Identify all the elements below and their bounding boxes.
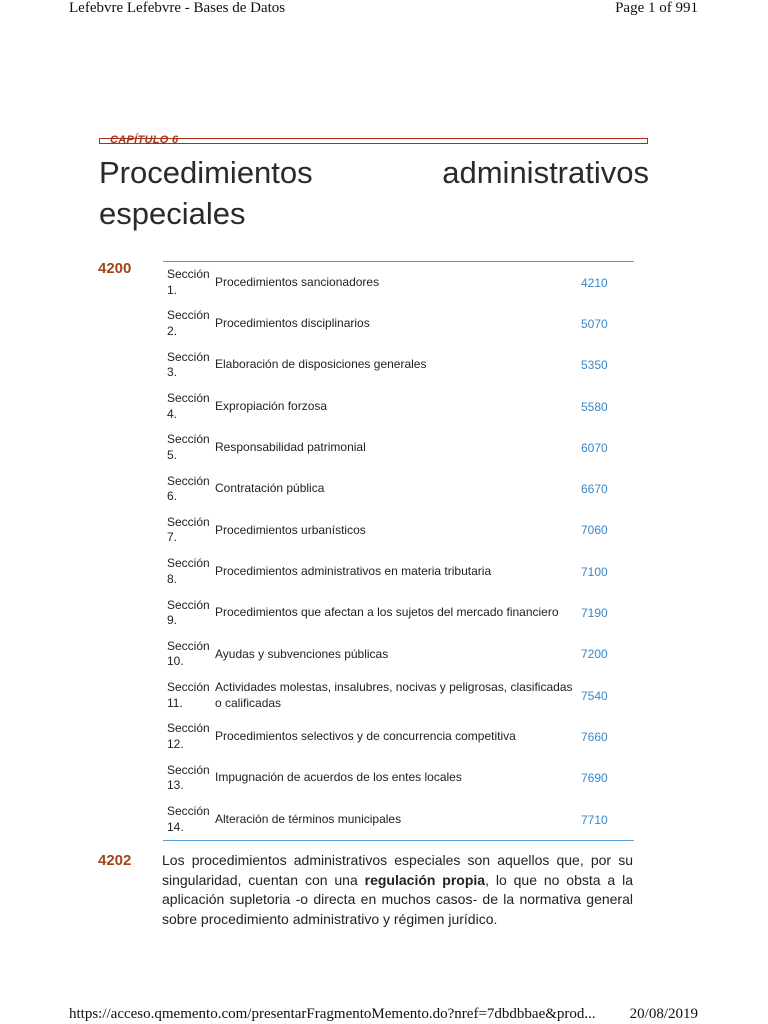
paragraph-number: 4202 [98,852,132,869]
toc-row[interactable] [163,303,634,344]
toc-row[interactable] [163,799,634,840]
table-of-contents [163,261,634,841]
toc-row[interactable] [163,345,634,386]
toc-section-label: Sección 8. [167,556,210,586]
toc-section-title: Procedimientos administrativos en materia tributaria [215,563,492,578]
toc-section-label: Sección 9. [167,597,210,628]
toc-section-title: Procedimientos urbanísticos [215,522,366,537]
toc-row[interactable] [163,468,634,509]
chapter-title-word2: administrativos [442,155,649,190]
toc-row[interactable] [163,758,634,799]
toc-row[interactable] [163,262,634,303]
toc-section-title: Contratación pública [215,481,325,496]
paragraph-body [162,851,633,929]
footer-date: 20/08/2019 [629,1006,698,1022]
toc-reference-link[interactable]: 7190 [581,606,608,621]
toc-reference-link[interactable]: 5580 [581,399,608,414]
chapter-title-line2: especiales [99,196,246,231]
toc-section-label: Sección 13. [167,762,210,793]
header-page-number: Page 1 of 991 [615,0,698,16]
toc-section-title: Procedimientos selectivos y de concurrencia competitiva [215,729,516,744]
toc-section-label: Sección 6. [167,473,210,504]
toc-reference-link[interactable]: 6070 [581,440,608,455]
toc-section-label: Sección 11. [167,680,210,710]
toc-section-label: Sección 7. [167,514,210,545]
toc-reference-link[interactable]: 7710 [581,812,608,827]
toc-row[interactable] [163,675,634,716]
toc-section-title: Expropiación forzosa [215,398,328,413]
paragraph-text-bold: regulación propia [364,871,486,888]
toc-reference-link[interactable]: 7060 [581,523,608,538]
toc-section-title: Alteración de términos municipales [215,811,402,826]
toc-reference-link[interactable]: 6670 [581,482,608,497]
toc-section-title: Procedimientos sancionadores [215,274,380,289]
toc-section-label: Sección 10. [167,638,210,669]
toc-section-label: Sección 1. [167,267,210,297]
toc-reference-link[interactable]: 5350 [581,358,608,373]
paragraph-text-before: Los procedimientos administrativos especiales son aquellos que, por su singularidad, cuentan con una [162,852,633,888]
toc-section-label: Sección 5. [167,432,210,462]
footer-url[interactable]: https://acceso.qmemento.com/presentarFragmentoMemento.do?nref=7dbdbbae&prod... [69,1006,596,1022]
toc-row[interactable] [163,634,634,675]
toc-section-label: Sección 3. [167,349,210,380]
toc-section-label: Sección 4. [167,391,210,421]
chapter-title [99,152,649,234]
chapter-box [99,138,648,144]
toc-reference-link[interactable]: 7200 [581,647,608,662]
header-source-title: Lefebvre Lefebvre - Bases de Datos [69,0,286,16]
toc-row[interactable] [163,716,634,757]
toc-section-title: Actividades molestas, insalubres, nocivas y peligrosas, clasificadas o calificadas [215,680,573,710]
toc-reference-link[interactable]: 7540 [581,688,608,703]
toc-reference-link[interactable]: 4210 [581,275,608,290]
toc-section-title: Procedimientos disciplinarios [215,316,370,331]
toc-paragraph-number: 4200 [98,260,132,277]
toc-reference-link[interactable]: 5070 [581,316,608,331]
toc-section-title: Responsabilidad patrimonial [215,440,366,455]
toc-section-title: Procedimientos que afectan a los sujetos del mercado financiero [215,605,559,620]
toc-row[interactable] [163,510,634,551]
chapter-title-word1: Procedimientos [99,155,313,190]
toc-row[interactable] [163,551,634,592]
toc-reference-link[interactable]: 7100 [581,564,608,579]
toc-section-label: Sección 2. [167,308,210,338]
toc-section-title: Impugnación de acuerdos de los entes locales [215,770,462,785]
toc-reference-link[interactable]: 7660 [581,729,608,744]
toc-row[interactable] [163,427,634,468]
toc-section-label: Sección 14. [167,804,210,834]
paragraph-text-after: , lo que no obsta a la aplicación supletoria -o directa en muchos casos- de la normativa general sobre procedimiento administrativo y régimen jurídico. [162,871,633,927]
toc-section-label: Sección 12. [167,721,210,751]
chapter-label: CAPÍTULO 6 [110,134,179,146]
toc-section-title: Ayudas y subvenciones públicas [215,646,389,661]
toc-reference-link[interactable]: 7690 [581,771,608,786]
toc-row[interactable] [163,386,634,427]
toc-row[interactable] [163,592,634,633]
toc-section-title: Elaboración de disposiciones generales [215,357,427,372]
